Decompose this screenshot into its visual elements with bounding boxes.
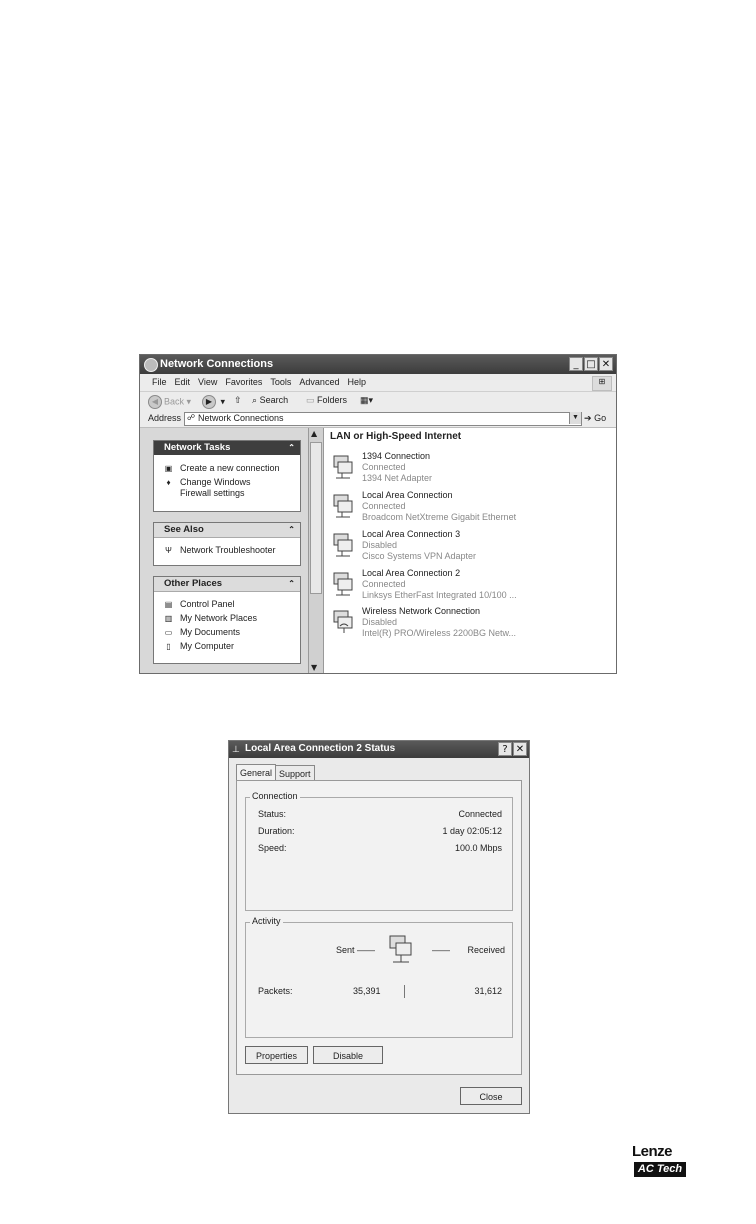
network-connection-icon [332,531,354,557]
place-my-network-places[interactable]: ▥ My Network Places [164,613,258,623]
dialog-title: Local Area Connection 2 Status [245,743,396,754]
connection-status: Connected [362,579,406,589]
close-button[interactable]: Close [460,1087,522,1105]
wireless-connection-icon [332,608,354,634]
connection-device: Cisco Systems VPN Adapter [362,551,477,561]
menu-favorites[interactable]: Favorites [225,377,263,387]
network-icon: ☍ [187,413,196,422]
search-button[interactable]: ⌕ Search [252,395,289,405]
dialog-title-bar [229,741,529,758]
logo-line1: Lenze [632,1143,673,1160]
lenze-ac-tech-logo [632,1143,688,1179]
connection-device: Broadcom NetXtreme Gigabit Ethernet [362,512,517,522]
back-button[interactable]: ◀ Back ▾ [148,395,191,409]
received-label: —— Received [432,945,506,955]
go-arrow-icon: ➔ [584,413,592,423]
packets-label: Packets: [258,986,293,996]
packets-received-value: 31,612 [474,986,502,996]
status-label: Status: [258,809,287,819]
group-header: LAN or High-Speed Internet [330,431,462,442]
address-input[interactable] [184,412,582,426]
forward-arrow-icon: ▶ [202,395,216,409]
network-connection-icon [332,453,354,479]
collapse-icon[interactable]: ⌃ [288,525,295,534]
properties-button[interactable]: Properties [245,1046,308,1064]
views-icon: ▦ [360,395,369,405]
activity-group [245,916,513,1038]
task-create-connection[interactable]: ▣ Create a new connection [164,463,280,473]
connection-name: Local Area Connection 3 [362,529,461,539]
general-tab-panel [236,780,522,1075]
menu-file[interactable]: File [152,377,167,387]
network-tasks-header[interactable]: Network Tasks ⌃ [154,441,300,455]
scroll-down-icon[interactable]: ▼ [311,663,318,672]
connection-status: Connected [362,501,406,511]
task-change-firewall[interactable]: ♦ Change Windows Firewall settings [154,477,300,499]
windows-logo-icon: ⊞ [592,376,612,391]
menu-view[interactable]: View [198,377,218,387]
connections-list [324,428,616,673]
collapse-icon[interactable]: ⌃ [288,443,295,452]
views-button[interactable]: ▦▾ [360,395,374,405]
connection-status-dialog [228,740,530,1114]
vertical-scrollbar[interactable] [308,428,324,673]
network-icon: ⊥ [232,744,240,754]
toolbar [140,392,616,412]
duration-value: 1 day 02:05:12 [442,826,502,836]
network-tasks-panel [153,440,301,512]
connection-device: 1394 Net Adapter [362,473,433,483]
duration-label: Duration: [258,826,295,836]
place-control-panel[interactable]: ▤ Control Panel [164,599,235,609]
connection-group-label: Connection [252,791,298,801]
close-button[interactable]: ✕ [599,357,613,371]
status-row [258,809,502,819]
place-my-computer[interactable]: ▯ My Computer [154,641,300,652]
forward-button[interactable]: ▶ ▾ [202,395,225,409]
disable-button[interactable]: Disable [313,1046,383,1064]
packets-sent-value: 35,391 [353,986,381,996]
troubleshooter-icon: Ψ [165,546,172,555]
network-connections-window [139,354,617,674]
address-label: Address [148,413,182,423]
sent-label: Sent —— [336,945,376,955]
menu-help[interactable]: Help [347,377,366,387]
menu-advanced[interactable]: Advanced [299,377,340,387]
activity-computer-icon [387,933,415,965]
other-places-panel [153,576,301,664]
connection-device: Linksys EtherFast Integrated 10/100 ... [362,590,517,600]
window-title: Network Connections [160,358,274,370]
connection-device: Intel(R) PRO/Wireless 2200BG Netw... [362,628,517,638]
menu-edit[interactable]: Edit [174,377,191,387]
menu-tools[interactable]: Tools [270,377,292,387]
connection-status: Disabled [362,617,398,627]
connection-name: 1394 Connection [362,451,431,461]
duration-row [258,826,502,836]
divider [404,985,405,998]
speed-row [258,843,502,853]
network-places-icon: ▥ [164,614,173,623]
tab-support[interactable]: Support [275,765,315,782]
connection-group [245,791,513,911]
menu-bar [140,374,616,392]
up-folder-icon[interactable]: ⇧ [234,395,242,405]
computer-icon: ▯ [166,642,171,651]
connection-name: Local Area Connection [362,490,453,500]
connection-status: Disabled [362,540,398,550]
go-button[interactable]: ➔ Go [584,413,607,423]
maximize-button[interactable]: □ [584,357,598,371]
address-bar [140,411,616,428]
activity-group-label: Activity [252,916,281,926]
place-my-documents[interactable]: ▭ My Documents [164,627,241,637]
speed-label: Speed: [258,843,287,853]
connection-status: Connected [362,462,406,472]
network-connection-icon [332,492,354,518]
see-also-troubleshooter[interactable]: Ψ Network Troubleshooter [165,545,276,555]
logo-line2: AC Tech [634,1162,686,1177]
other-places-header[interactable]: Other Places ⌃ [154,577,300,592]
tab-general[interactable]: General [236,764,276,782]
scroll-up-icon[interactable]: ▲ [311,429,318,438]
new-connection-icon: ▣ [164,464,173,473]
status-value: Connected [458,809,502,819]
dropdown-arrow-icon[interactable]: ▼ [569,412,581,424]
connection-name: Local Area Connection 2 [362,568,461,578]
firewall-icon: ♦ [166,478,171,487]
search-icon: ⌕ [252,395,258,405]
help-button[interactable]: ? [498,742,512,756]
collapse-icon[interactable]: ⌃ [288,579,295,588]
task-pane [140,428,308,673]
back-arrow-icon: ◀ [148,395,162,409]
network-icon [144,358,158,372]
close-x-button[interactable]: ✕ [513,742,527,756]
see-also-panel [153,522,301,566]
see-also-header[interactable]: See Also ⌃ [154,523,300,538]
connection-name: Wireless Network Connection [362,606,481,616]
scrollbar-thumb[interactable] [310,442,322,594]
documents-icon: ▭ [164,628,173,637]
minimize-button[interactable]: _ [569,357,583,371]
title-bar [140,355,616,374]
speed-value: 100.0 Mbps [454,843,502,853]
network-connection-icon [332,570,354,596]
address-value: Network Connections [198,413,284,423]
folders-button[interactable]: ▭ Folders [306,395,348,405]
control-panel-icon: ▤ [164,600,173,609]
folder-icon: ▭ [306,395,315,405]
